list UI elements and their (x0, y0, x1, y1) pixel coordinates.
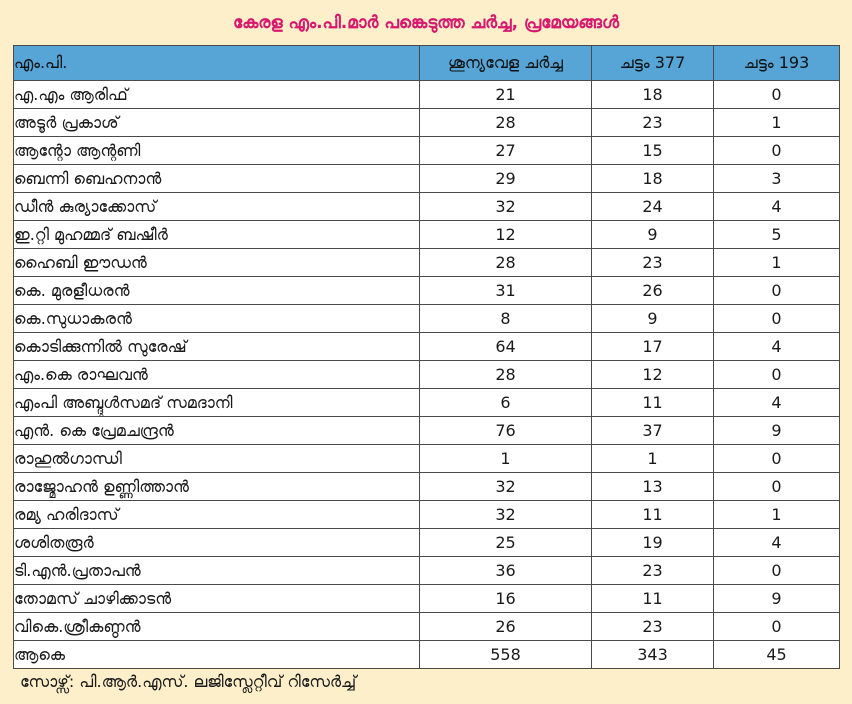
rule-377-cell: 13 (592, 473, 714, 501)
zero-hour-cell: 6 (420, 389, 592, 417)
mp-name-cell: ടി.എൻ.പ്രതാപൻ (14, 557, 420, 585)
rule-377-cell: 1 (592, 445, 714, 473)
table-row (14, 613, 840, 641)
zero-hour-cell: 28 (420, 249, 592, 277)
table-header-row (14, 46, 840, 81)
mp-name-cell: കൊടിക്കുന്നിൽ സുരേഷ് (14, 333, 420, 361)
rule-377-cell: 19 (592, 529, 714, 557)
rule-193-cell: 9 (714, 417, 840, 445)
rule-377-cell: 343 (592, 641, 714, 669)
table-row (14, 305, 840, 333)
rule-377-cell: 11 (592, 389, 714, 417)
rule-193-cell: 1 (714, 501, 840, 529)
table-row (14, 333, 840, 361)
header-rule-193: ചട്ടം 193 (714, 46, 840, 81)
rule-193-cell: 0 (714, 557, 840, 585)
mp-participation-table (13, 45, 840, 669)
mp-name-cell: ബെന്നി ബെഹനാൻ (14, 165, 420, 193)
rule-377-cell: 12 (592, 361, 714, 389)
mp-name-cell: ഹൈബി ഈഡൻ (14, 249, 420, 277)
zero-hour-cell: 25 (420, 529, 592, 557)
rule-377-cell: 26 (592, 277, 714, 305)
table-row (14, 529, 840, 557)
zero-hour-cell: 31 (420, 277, 592, 305)
table-row (14, 81, 840, 109)
rule-193-cell: 45 (714, 641, 840, 669)
zero-hour-cell: 27 (420, 137, 592, 165)
mp-name-cell: എ.എം ആരിഫ് (14, 81, 420, 109)
header-rule-377: ചട്ടം 377 (592, 46, 714, 81)
table-row (14, 221, 840, 249)
table-row (14, 165, 840, 193)
mp-name-cell: ആകെ (14, 641, 420, 669)
mp-name-cell: തോമസ് ചാഴിക്കാടൻ (14, 585, 420, 613)
table-row (14, 585, 840, 613)
rule-377-cell: 23 (592, 613, 714, 641)
rule-377-cell: 37 (592, 417, 714, 445)
rule-377-cell: 23 (592, 109, 714, 137)
table-row (14, 501, 840, 529)
rule-193-cell: 0 (714, 473, 840, 501)
mp-name-cell: രാജ്മോഹൻ ഉണ്ണിത്താൻ (14, 473, 420, 501)
zero-hour-cell: 64 (420, 333, 592, 361)
rule-377-cell: 15 (592, 137, 714, 165)
mp-name-cell: കെ. മുരളീധരൻ (14, 277, 420, 305)
table-total-row (14, 641, 840, 669)
rule-377-cell: 24 (592, 193, 714, 221)
zero-hour-cell: 36 (420, 557, 592, 585)
zero-hour-cell: 558 (420, 641, 592, 669)
mp-name-cell: എൻ. കെ പ്രേമചന്ദ്രൻ (14, 417, 420, 445)
rule-377-cell: 17 (592, 333, 714, 361)
zero-hour-cell: 32 (420, 473, 592, 501)
rule-193-cell: 0 (714, 305, 840, 333)
mp-name-cell: അടൂർ പ്രകാശ് (14, 109, 420, 137)
rule-193-cell: 4 (714, 333, 840, 361)
zero-hour-cell: 32 (420, 193, 592, 221)
rule-193-cell: 4 (714, 389, 840, 417)
rule-193-cell: 0 (714, 613, 840, 641)
rule-193-cell: 3 (714, 165, 840, 193)
zero-hour-cell: 26 (420, 613, 592, 641)
rule-193-cell: 0 (714, 361, 840, 389)
rule-377-cell: 18 (592, 165, 714, 193)
header-zero-hour-discussion: ശൂന്യവേള ചർച്ച (420, 46, 592, 81)
mp-name-cell: എംപി അബ്ദുൾസമദ് സമദാനി (14, 389, 420, 417)
rule-193-cell: 1 (714, 109, 840, 137)
rule-377-cell: 9 (592, 305, 714, 333)
zero-hour-cell: 76 (420, 417, 592, 445)
table-row (14, 557, 840, 585)
rule-377-cell: 23 (592, 557, 714, 585)
table-row (14, 277, 840, 305)
mp-name-cell: വികെ.ശ്രീകണ്ഠൻ (14, 613, 420, 641)
mp-name-cell: ഡീൻ കുര്യാക്കോസ് (14, 193, 420, 221)
table-row (14, 249, 840, 277)
rule-193-cell: 0 (714, 277, 840, 305)
rule-377-cell: 23 (592, 249, 714, 277)
table-row (14, 389, 840, 417)
rule-377-cell: 18 (592, 81, 714, 109)
zero-hour-cell: 32 (420, 501, 592, 529)
mp-name-cell: രാഹുൽഗാന്ധി (14, 445, 420, 473)
zero-hour-cell: 1 (420, 445, 592, 473)
zero-hour-cell: 21 (420, 81, 592, 109)
mp-name-cell: ഇ.റ്റി മുഹമ്മദ് ബഷീർ (14, 221, 420, 249)
mp-name-cell: കെ.സുധാകരൻ (14, 305, 420, 333)
mp-name-cell: ശശിതരൂർ (14, 529, 420, 557)
mp-name-cell: രമ്യ ഹരിദാസ് (14, 501, 420, 529)
table-row (14, 361, 840, 389)
mp-name-cell: ആന്റോ ആന്റണി (14, 137, 420, 165)
rule-377-cell: 9 (592, 221, 714, 249)
mp-name-cell: എം.കെ രാഘവൻ (14, 361, 420, 389)
table-row (14, 473, 840, 501)
rule-193-cell: 0 (714, 81, 840, 109)
table-row (14, 445, 840, 473)
rule-193-cell: 5 (714, 221, 840, 249)
zero-hour-cell: 28 (420, 361, 592, 389)
zero-hour-cell: 12 (420, 221, 592, 249)
rule-377-cell: 11 (592, 501, 714, 529)
table-row (14, 417, 840, 445)
rule-193-cell: 4 (714, 529, 840, 557)
rule-193-cell: 4 (714, 193, 840, 221)
table-body (14, 81, 840, 669)
table-row (14, 137, 840, 165)
rule-193-cell: 9 (714, 585, 840, 613)
zero-hour-cell: 29 (420, 165, 592, 193)
zero-hour-cell: 28 (420, 109, 592, 137)
zero-hour-cell: 16 (420, 585, 592, 613)
rule-377-cell: 11 (592, 585, 714, 613)
zero-hour-cell: 8 (420, 305, 592, 333)
header-mp: എം.പി. (14, 46, 420, 81)
rule-193-cell: 0 (714, 445, 840, 473)
rule-193-cell: 0 (714, 137, 840, 165)
table-row (14, 193, 840, 221)
rule-193-cell: 1 (714, 249, 840, 277)
page-title: കേരള എം.പി.മാർ പങ്കെടുത്ത ചർച്ച, പ്രമേയങ്ങൾ (232, 13, 620, 33)
source-note: സോഴ്സ്: പി.ആർ.എസ്. ലജിസ്ലേറ്റീവ് റിസേർച്ച് (20, 672, 357, 691)
table-row (14, 109, 840, 137)
